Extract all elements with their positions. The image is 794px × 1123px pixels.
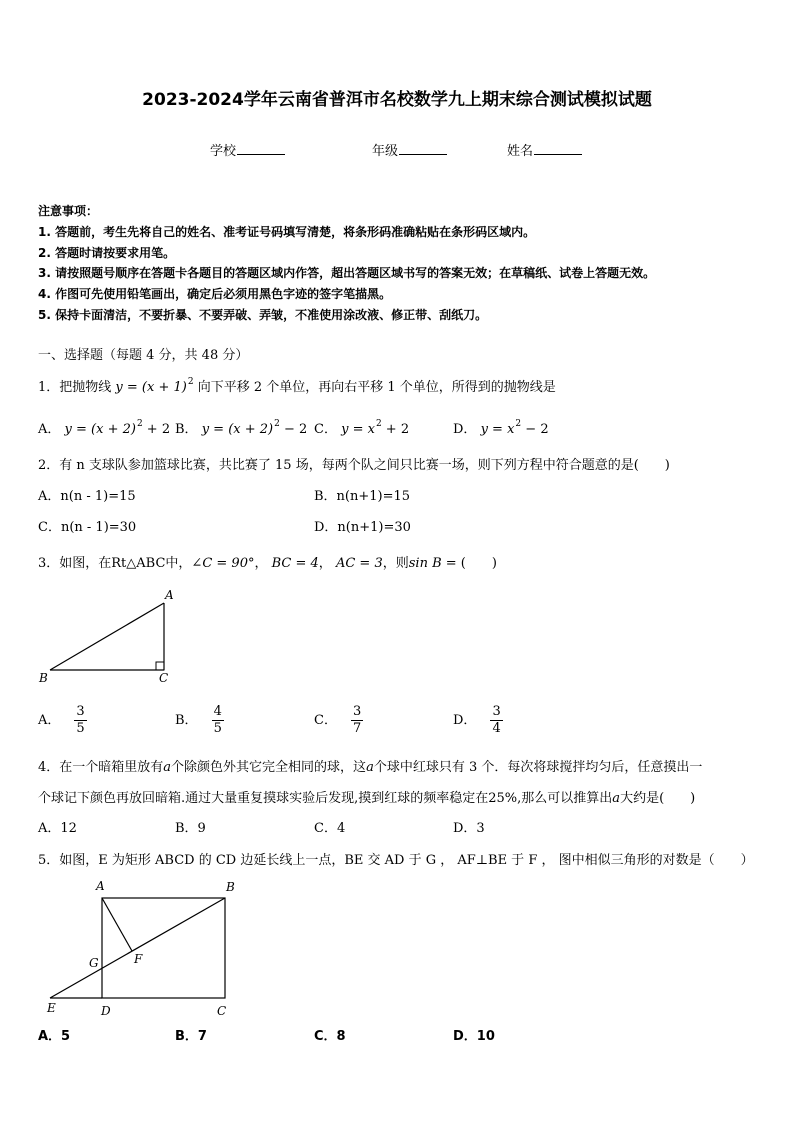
q1-formula: y = (x + 1) — [115, 380, 187, 395]
point-label-c: C — [217, 1004, 227, 1018]
numerator: 3 — [76, 704, 85, 719]
school-blank[interactable] — [237, 141, 285, 155]
q3-sep: ， — [254, 556, 268, 571]
q4-variable: a — [366, 760, 374, 775]
q3-sep: ， — [318, 556, 332, 571]
notice-item: 4. 作图可先使用铅笔画出，确定后必须用黑色字迹的签字笔描黑。 — [38, 287, 392, 301]
option-label: A． — [38, 713, 61, 728]
option-formula: y = (x + 2) — [64, 422, 136, 437]
q3-option-b[interactable] — [175, 703, 224, 739]
name-field[interactable] — [507, 141, 582, 161]
denominator: 4 — [492, 721, 501, 736]
denominator: 5 — [213, 721, 222, 736]
q4-text: 个球记下颜色再放回暗箱.通过大量重复摸球实验后发现,摸到红球的频率稳定在25%,那么可以推算出 — [38, 791, 613, 806]
q3-option-d[interactable] — [453, 703, 503, 739]
numerator: 3 — [352, 704, 362, 719]
q1-option-b[interactable] — [175, 421, 307, 440]
q3-bc: BC = 4 — [271, 556, 319, 571]
q2-option-b[interactable]: B．n(n+1)=15 — [314, 489, 411, 504]
q1-option-a[interactable] — [38, 421, 170, 440]
q3-option-a[interactable] — [38, 703, 87, 739]
rectangle-figure — [40, 878, 240, 1023]
notice-heading: 注意事项： — [38, 204, 99, 218]
q4-variable: a — [163, 760, 172, 775]
fraction — [351, 704, 363, 737]
q4-text: 4．在一个暗箱里放有 — [38, 760, 164, 775]
option-label: A． — [38, 422, 61, 437]
vertex-label-b: B — [39, 671, 48, 685]
q5-option-a[interactable]: A．5 — [38, 1029, 71, 1044]
fraction — [212, 704, 224, 737]
numerator: 4 — [213, 704, 222, 719]
option-exponent: 2 — [274, 419, 280, 429]
q1-option-c[interactable] — [314, 421, 409, 440]
denominator: 7 — [352, 721, 362, 736]
option-tail: + 2 — [381, 422, 410, 437]
q3-prefix: 3．如图，在Rt△ABC中， — [38, 556, 192, 571]
q4-option-a[interactable]: A．12 — [38, 821, 77, 836]
q4-text: 大约是( ) — [620, 791, 696, 806]
section-heading: 一、选择题（每题 4 分，共 48 分） — [38, 348, 249, 363]
option-label: C． — [314, 713, 337, 728]
question-4-stem-line-2 — [38, 790, 695, 808]
q2-option-a[interactable]: A．n(n - 1)=15 — [38, 489, 136, 504]
point-label-g: G — [89, 956, 99, 970]
point-label-b: B — [226, 880, 235, 894]
option-formula: y = x — [341, 422, 375, 437]
question-5-stem: 5．如图，E 为矩形 ABCD 的 CD 边延长线上一点，BE 交 AD 于 G ， AF⊥BE 于 F ， 图中相似三角形的对数是（ ） — [38, 853, 754, 868]
q5-option-b[interactable]: B．7 — [175, 1029, 207, 1044]
notice-item: 5. 保持卡面清洁，不要折暴、不要弄破、弄皱，不准使用涂改液、修正带、刮纸刀。 — [38, 308, 488, 322]
school-label: 学校 — [210, 144, 237, 159]
option-formula: y = (x + 2) — [201, 422, 274, 437]
fraction — [74, 704, 86, 737]
grade-field[interactable] — [372, 141, 447, 161]
point-label-d: D — [101, 1004, 111, 1018]
numerator: 3 — [492, 704, 501, 719]
option-formula: y = x — [480, 422, 515, 437]
q2-option-d[interactable]: D．n(n+1)=30 — [314, 520, 411, 535]
option-label: B． — [175, 422, 198, 437]
option-label: B． — [175, 713, 198, 728]
question-2-stem: 2．有 n 支球队参加篮球比赛，共比赛了 15 场，每两个队之间只比赛一场，则下列方程中符合题意的是( ) — [38, 458, 670, 473]
segment-af — [102, 898, 132, 951]
q3-mid: ，则 — [382, 556, 409, 571]
option-exponent: 2 — [136, 419, 143, 429]
school-field[interactable] — [210, 141, 285, 161]
point-label-e: E — [47, 1001, 56, 1015]
q3-angle: ∠C = 90° — [191, 556, 255, 571]
q3-paren: ( ) — [456, 556, 497, 571]
option-exponent: 2 — [515, 419, 522, 429]
vertex-label-a: A — [165, 588, 174, 602]
option-tail: + 2 — [142, 422, 171, 437]
notice-item: 3. 请按照题号顺序在答题卡各题目的答题区域内作答，超出答题区域书写的答案无效；在草稿纸、试卷上答题无效。 — [38, 266, 656, 280]
question-3-stem — [38, 555, 497, 573]
option-label: D． — [453, 713, 477, 728]
q1-prefix: 1．把抛物线 — [38, 380, 112, 395]
option-exponent: 2 — [375, 419, 382, 429]
fraction — [490, 704, 502, 737]
q4-text: 个除颜色外其它完全相同的球，这 — [171, 760, 367, 775]
q3-sin: sin B = — [408, 556, 457, 571]
right-angle-mark — [156, 662, 164, 670]
rectangle-abcd — [102, 898, 225, 998]
q4-text: 个球中红球只有 3 个．每次将球搅拌均匀后，任意摸出一 — [373, 760, 703, 775]
notice-item: 1. 答题前，考生先将自己的姓名、准考证号码填写清楚，将条形码准确粘贴在条形码区域内。 — [38, 225, 536, 239]
exam-title: 2023-2024学年云南省普洱市名校数学九上期末综合测试模拟试题 — [142, 90, 652, 110]
option-tail: − 2 — [279, 422, 308, 437]
side-ab — [50, 603, 164, 670]
q4-option-d[interactable]: D．3 — [453, 821, 485, 836]
q1-suffix: 向下平移 2 个单位，再向右平移 1 个单位，所得到的抛物线是 — [197, 380, 556, 395]
q4-option-c[interactable]: C．4 — [314, 821, 346, 836]
grade-blank[interactable] — [399, 141, 447, 155]
q4-variable: a — [612, 791, 621, 806]
name-blank[interactable] — [534, 141, 582, 155]
point-label-f: F — [134, 952, 143, 966]
q3-option-c[interactable] — [314, 703, 363, 739]
segment-be — [50, 898, 225, 998]
notice-item: 2. 答题时请按要求用笔。 — [38, 246, 176, 260]
q5-option-d[interactable]: D．10 — [453, 1029, 495, 1044]
vertex-label-c: C — [159, 671, 169, 685]
option-tail: − 2 — [521, 422, 549, 437]
question-1-stem — [38, 379, 556, 398]
q2-option-c[interactable]: C．n(n - 1)=30 — [38, 520, 137, 535]
q1-option-d[interactable] — [453, 421, 549, 440]
grade-label: 年级 — [372, 144, 399, 159]
q4-option-b[interactable]: B．9 — [175, 821, 206, 836]
denominator: 5 — [76, 721, 85, 736]
name-label: 姓名 — [507, 144, 534, 159]
right-triangle-figure — [30, 585, 180, 690]
q5-option-c[interactable]: C．8 — [314, 1029, 346, 1044]
question-4-stem-line-1 — [38, 759, 702, 777]
option-label: C． — [314, 422, 337, 437]
q3-ac: AC = 3 — [335, 556, 383, 571]
point-label-a: A — [96, 879, 105, 893]
option-label: D． — [453, 422, 477, 437]
q1-exponent: 2 — [187, 377, 194, 387]
